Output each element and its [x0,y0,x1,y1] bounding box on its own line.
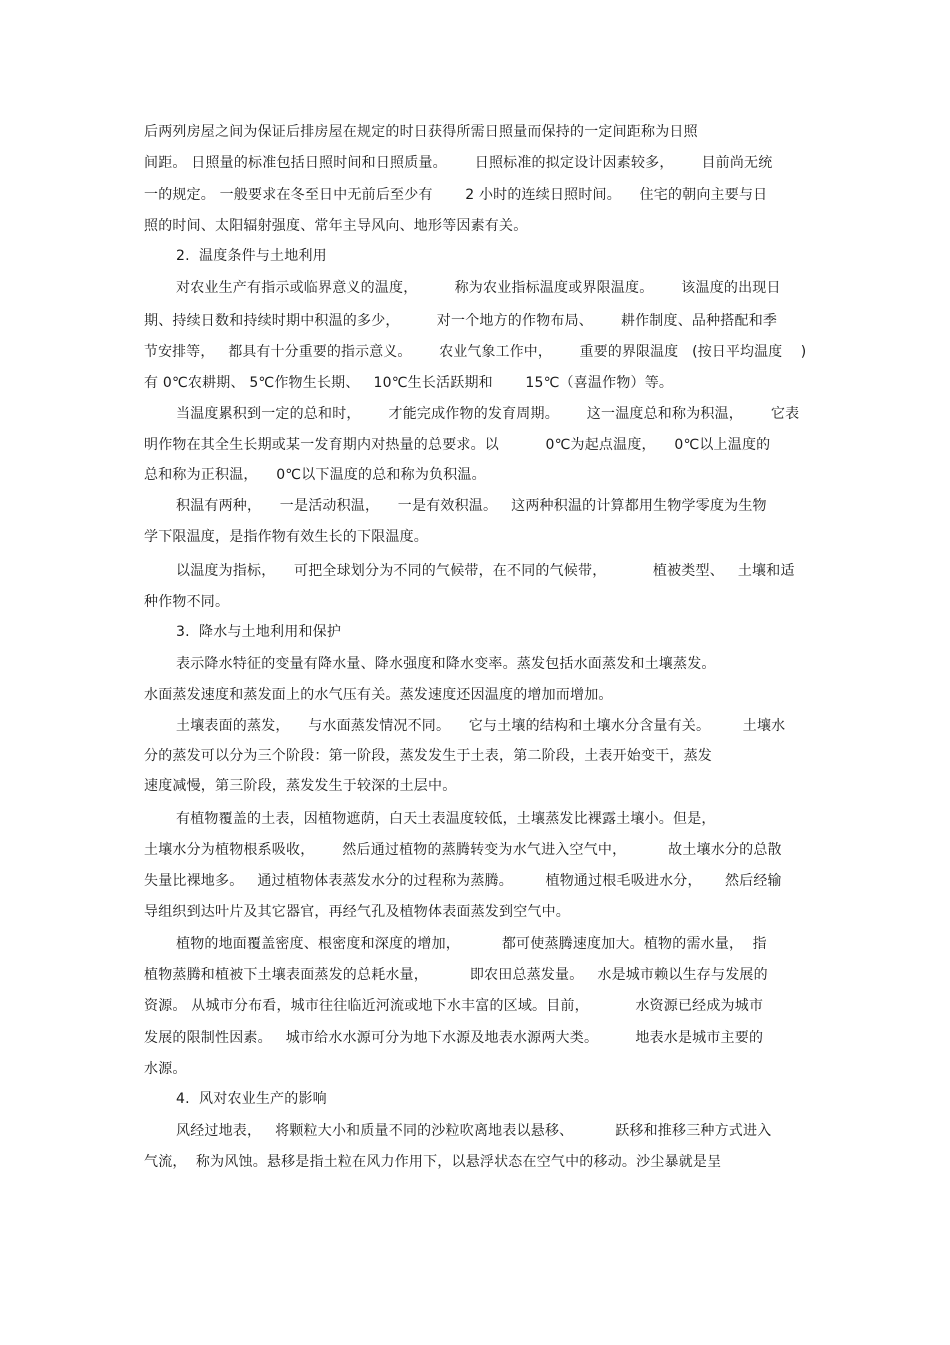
text-line: 当温度累积到一定的总和时， 才能完成作物的发育周期。 这一温度总和称为积温， 它表 [176,406,800,422]
text-line: 一的规定。 一般要求在冬至日中无前后至少有 2 小时的连续日照时间。 住宅的朝向主要与日 [144,187,768,203]
text-line: 土壤水分为植物根系吸收， 然后通过植物的蒸腾转变为水气进入空气中， 故土壤水分的总散 [144,842,782,858]
text-line: 风经过地表， 将颗粒大小和质量不同的沙粒吹离地表以悬移、 跃移和推移三种方式进入 [176,1123,772,1139]
text-line: 分的蒸发可以分为三个阶段：第一阶段，蒸发发生于土表，第二阶段，土表开始变干，蒸发 [144,748,712,764]
text-line: 有 0℃农耕期、 5℃作物生长期、 10℃生长活跃期和 15℃（喜温作物）等。 [144,375,674,391]
text-line: 学下限温度，是指作物有效生长的下限温度。 [144,529,428,545]
text-line: 积温有两种， 一是活动积温， 一是有效积温。 这两种积温的计算都用生物学零度为生物 [176,498,767,514]
text-line: 资源。 从城市分布看，城市往往临近河流或地下水丰富的区域。目前， 水资源已经成为城市 [144,998,764,1014]
section-heading: 4. 风对农业生产的影响 [176,1091,327,1107]
text-line: 有植物覆盖的土表，因植物遮荫，白天土表温度较低，土壤蒸发比裸露土壤小。但是， [176,811,716,827]
text-line: 明作物在其全生长期或某一发育期内对热量的总要求。以 0℃为起点温度， 0℃以上温度的 [144,437,771,453]
text-line: 气流， 称为风蚀。悬移是指土粒在风力作用下，以悬浮状态在空气中的移动。沙尘暴就是呈 [144,1154,722,1170]
text-line: 节安排等， 都具有十分重要的指示意义。 农业气象工作中， 重要的界限温度 (按日平均温度 ) [144,344,807,360]
text-line: 水面蒸发速度和蒸发面上的水气压有关。蒸发速度还因温度的增加而增加。 [144,687,613,703]
text-line: 以温度为指标， 可把全球划分为不同的气候带，在不同的气候带， 植被类型、 土壤和适 [176,563,795,579]
text-line: 后两列房屋之间为保证后排房屋在规定的时日获得所需日照量而保持的一定间距称为日照 [144,124,698,140]
text-line: 总和称为正积温， 0℃以下温度的总和称为负积温。 [144,467,486,483]
text-line: 植物的地面覆盖密度、根密度和深度的增加， 都可使蒸腾速度加大。植物的需水量， 指 [176,936,767,952]
section-heading: 3. 降水与土地利用和保护 [176,624,342,640]
text-line: 发展的限制性因素。 城市给水水源可分为地下水源及地表水源两大类。 地表水是城市主要的 [144,1030,764,1046]
section-heading: 2. 温度条件与土地利用 [176,248,327,264]
text-line: 导组织到达叶片及其它器官，再经气孔及植物体表面蒸发到空气中。 [144,904,570,920]
text-line: 失量比裸地多。 通过植物体表蒸发水分的过程称为蒸腾。 植物通过根毛吸进水分， 然后经输 [144,873,782,889]
text-line: 植物蒸腾和植被下土壤表面蒸发的总耗水量， 即农田总蒸发量。 水是城市赖以生存与发展的 [144,967,768,983]
text-line: 期、持续日数和持续时期中积温的多少， 对一个地方的作物布局、 耕作制度、品种搭配和季 [144,313,778,329]
text-line: 间距。 日照量的标准包括日照时间和日照质量。 日照标准的拟定设计因素较多， 目前尚无统 [144,155,773,171]
text-line: 种作物不同。 [144,594,230,610]
text-line: 速度减慢，第三阶段，蒸发发生于较深的土层中。 [144,778,457,794]
text-line: 水源。 [144,1061,187,1077]
text-line: 土壤表面的蒸发， 与水面蒸发情况不同。 它与土壤的结构和土壤水分含量有关。 土壤水 [176,718,786,734]
text-line: 对农业生产有指示或临界意义的温度， 称为农业指标温度或界限温度。 该温度的出现日 [176,280,781,296]
text-line: 照的时间、太阳辐射强度、常年主导风向、地形等因素有关。 [144,218,528,234]
text-line: 表示降水特征的变量有降水量、降水强度和降水变率。蒸发包括水面蒸发和土壤蒸发。 [176,656,716,672]
